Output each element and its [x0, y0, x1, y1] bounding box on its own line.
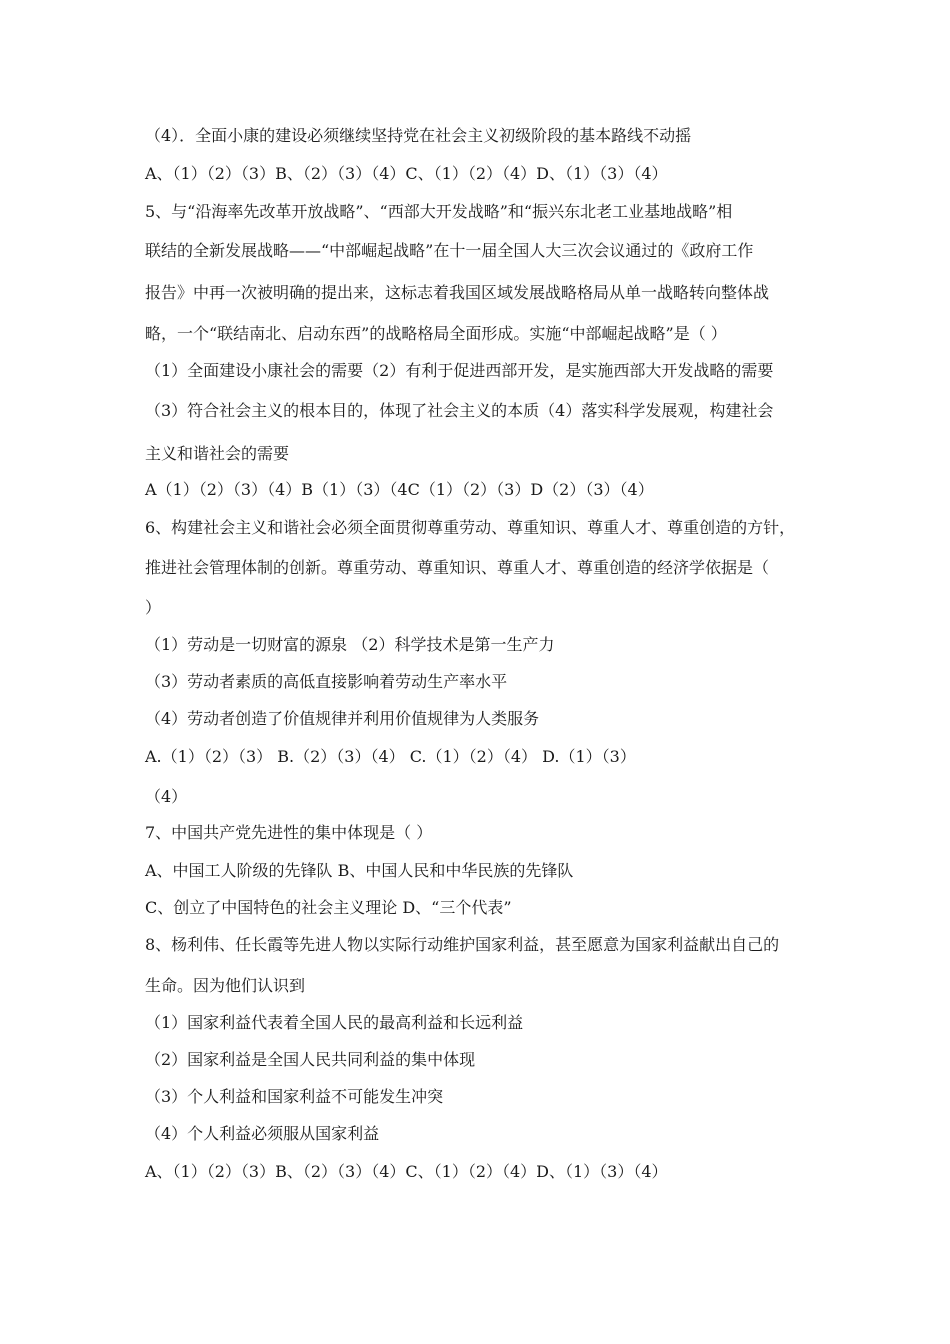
text-line-q5-stem-3: 报告》中再一次被明确的提出来，这标志着我国区域发展战略格局从单一战略转向整体战	[145, 283, 770, 302]
text-line-q4-item4: （4）．全面小康的建设必须继续坚持党在社会主义初级阶段的基本路线不动摇	[145, 126, 692, 145]
text-line-q6-items-1: （1）劳动是一切财富的源泉 （2）科学技术是第一生产力	[145, 635, 555, 654]
text-line-q8-items-1: （1）国家利益代表着全国人民的最高利益和长远利益	[145, 1013, 524, 1032]
text-line-q5-stem-1: 5、与“沿海率先改革开放战略”、“西部大开发战略”和“振兴东北老工业基地战略”相	[145, 202, 733, 221]
text-line-q5-stem-4: 略，一个“联结南北、启动东西”的战略格局全面形成。实施“中部崛起战略”是（ ）	[145, 324, 727, 343]
text-line-q7-options-1: A、中国工人阶级的先锋队 B、中国人民和中华民族的先锋队	[145, 861, 574, 880]
text-line-q5-stem-2: 联结的全新发展战略——“中部崛起战略”在十一届全国人大三次会议通过的《政府工作	[145, 241, 754, 260]
text-line-q5-items-2: （3）符合社会主义的根本目的，体现了社会主义的本质（4）落实科学发展观，构建社会	[145, 401, 774, 420]
text-line-q8-options: A、（1）（2）（3）B、（2）（3）（4）C、（1）（2）（4）D、（1）（3）（4）	[145, 1162, 668, 1181]
text-line-q6-stem-2: 推进社会管理体制的创新。尊重劳动、尊重知识、尊重人才、尊重创造的经济学依据是（	[145, 558, 770, 577]
text-line-q6-stem-1: 6、构建社会主义和谐社会必须全面贯彻尊重劳动、尊重知识、尊重人才、尊重创造的方针，	[145, 518, 796, 537]
text-line-q8-items-2: （2）国家利益是全国人民共同利益的集中体现	[145, 1050, 476, 1069]
text-line-q6-stem-3: ）	[145, 598, 162, 617]
text-line-q7-options-2: C、创立了中国特色的社会主义理论 D、“三个代表”	[145, 898, 512, 917]
text-line-q5-items-1: （1）全面建设小康社会的需要（2）有利于促进西部开发，是实施西部大开发战略的需要	[145, 361, 774, 380]
text-line-q6-options-1: A.（1）（2）（3） B.（2）（3）（4） C.（1）（2）（4） D.（1）（3）	[145, 747, 636, 766]
text-line-q5-options: A（1）（2）（3）（4）B（1）（3）（4C（1）（2）（3）D（2）（3）（4）	[145, 480, 654, 499]
text-line-q4-options: A、（1）（2）（3）B、（2）（3）（4）C、（1）（2）（4）D、（1）（3）（4）	[145, 164, 668, 183]
text-line-q8-items-4: （4）个人利益必须服从国家利益	[145, 1124, 380, 1143]
text-line-q6-items-3: （4）劳动者创造了价值规律并利用价值规律为人类服务	[145, 709, 540, 728]
text-line-q8-stem-2: 生命。因为他们认识到	[145, 976, 306, 995]
text-line-q8-stem-1: 8、杨利伟、任长霞等先进人物以实际行动维护国家利益，甚至愿意为国家利益献出自己的	[145, 935, 780, 954]
text-line-q6-items-2: （3）劳动者素质的高低直接影响着劳动生产率水平	[145, 672, 508, 691]
text-line-q6-options-2: （4）	[145, 787, 188, 806]
text-line-q7-stem: 7、中国共产党先进性的集中体现是（ ）	[145, 823, 433, 842]
text-line-q5-items-3: 主义和谐社会的需要	[145, 444, 290, 463]
text-line-q8-items-3: （3）个人利益和国家利益不可能发生冲突	[145, 1087, 444, 1106]
